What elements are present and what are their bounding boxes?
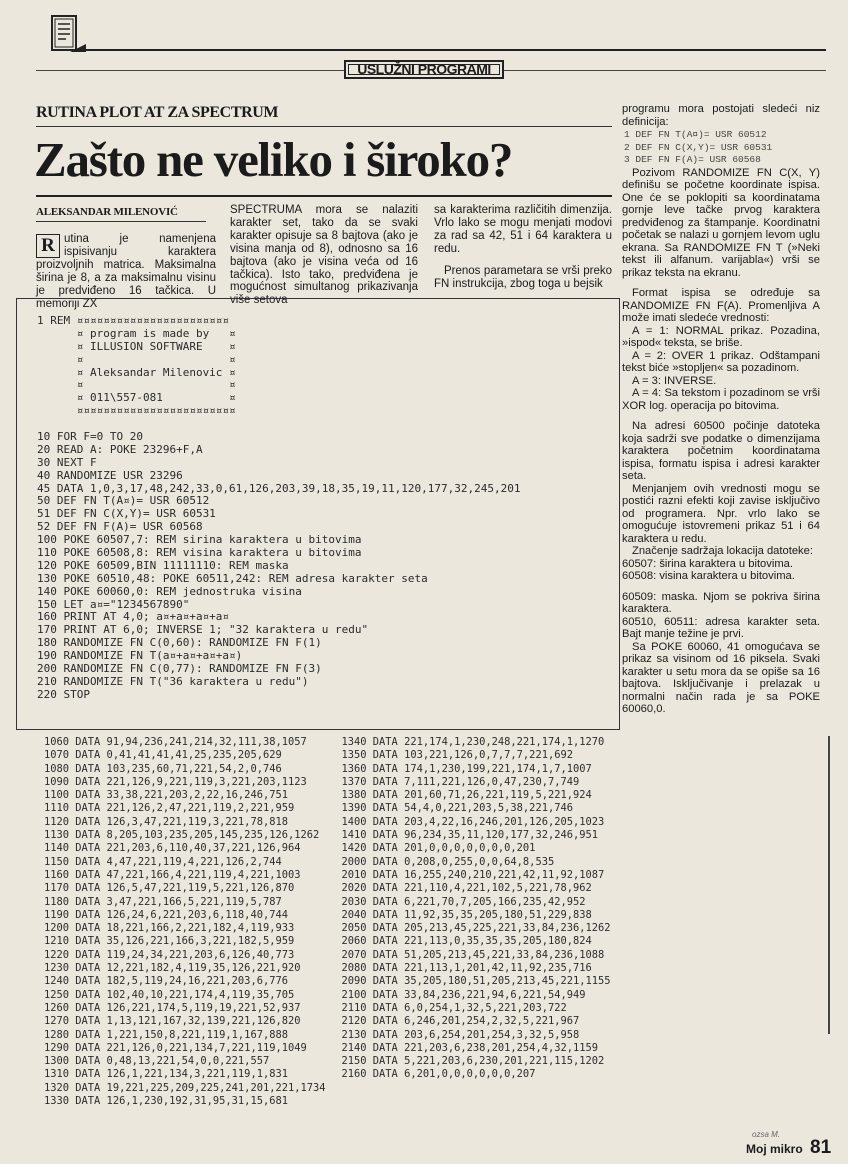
program-line: 1 REM ¤¤¤¤¤¤¤¤¤¤¤¤¤¤¤¤¤¤¤¤¤¤¤ [37,314,230,327]
magazine-logo-icon [46,14,86,60]
program-line: ¤ program is made by ¤ [37,326,236,340]
article-column-2 [230,204,418,307]
location-item: 60508: visina karaktera u bitovima. [622,570,795,582]
program-line: 170 PRINT AT 6,0; INVERSE 1; "32 karaktera u redu" [37,623,369,637]
listing-line: 2010 DATA 16,255,240,210,221,42,11,92,1087 [341,868,605,881]
listing-line: 1100 DATA 33,38,221,203,2,22,16,246,751 [44,789,288,802]
listing-line: 2100 DATA 33,84,236,221,94,6,221,54,949 [341,988,586,1001]
column-4-paragraph: Značenje sadržaja lokacija datoteke: [632,545,813,557]
column-3-paragraph: Prenos parametara se vrši preko FN instrukcija, zbog toga u bejsik [434,264,612,290]
program-line: ¤ Aleksandar Milenovic ¤ [37,365,236,379]
column-1-text: utina je namenjena ispisivanju karaktera proizvoljnih matrica. Maksimalna širina je 8, a za maksimalnu visinu je predviđeno 16 tačkica. U memoriji ZX [36,233,216,310]
listing-line: 1380 DATA 201,60,71,26,221,119,5,221,924 [341,789,592,802]
program-line: 140 POKE 60060,0: REM jednostruka visina [37,584,302,598]
column-4-paragraph: programu mora postojati sledeći niz definicija: [622,103,820,128]
program-line: 10 FOR F=0 TO 20 [37,430,143,444]
illustrator-signature: ozsa M. [752,1130,781,1139]
program-line: 30 NEXT F [37,455,97,469]
program-line: 220 STOP [37,687,90,701]
program-line: 150 LET a¤="1234567890" [37,597,190,611]
fn-definition: 1 DEF FN T(A¤)= USR 60512 [624,129,767,140]
column-4-paragraph: Format ispisa se određuje sa RANDOMIZE FN F(A). Promenljiva A može imati sledeće vrednosti: [622,287,820,324]
program-line: 20 READ A: POKE 23296+F,A [37,442,203,456]
program-line: 110 POKE 60508,8: REM visina karaktera u bitovima [37,546,362,560]
column-4-paragraph: Na adresi 60500 počinje datoteka koja sadrži sve podatke o dimenzijama karaktera početnim koordinatama ispisa, formatu ispisa i adresi karakter seta. [622,420,820,482]
listing-line: 2130 DATA 203,6,254,201,254,3,32,5,958 [341,1028,580,1041]
listing-line: 2150 DATA 5,221,203,6,230,201,221,115,1202 [341,1055,605,1068]
listing-line: 2080 DATA 221,113,1,201,42,11,92,235,716 [341,962,592,975]
listing-line: 1330 DATA 126,1,230,192,31,95,31,15,681 [44,1095,288,1108]
listing-line: 1060 DATA 91,94,236,241,214,32,111,38,1057 [44,736,307,748]
location-item: 60510, 60511: adresa karakter seta. Bajt manje težine je prvi. [622,615,820,640]
listing-line: 1080 DATA 103,235,60,71,221,54,2,0,746 [44,762,282,775]
format-option: A = 1: NORMAL prikaz. Pozadina, »ispod« teksta, se briše. [622,324,820,349]
program-line: ¤¤¤¤¤¤¤¤¤¤¤¤¤¤¤¤¤¤¤¤¤¤¤¤ [37,404,236,418]
program-line: 50 DEF FN T(A¤)= USR 60512 [37,494,210,508]
listing-line: 1230 DATA 12,221,182,4,119,35,126,221,920 [44,962,301,975]
listing-line: 1410 DATA 96,234,35,11,120,177,32,246,951 [341,829,598,842]
column-4-paragraph: Menjanjem ovih vrednosti mogu se postići razni efekti koji zavise isključivo od programera. Npr. vrlo lako se omogućuje istovremeni prikaz 51 i 64 karaktera u redu. [622,482,820,545]
program-line: 190 RANDOMIZE FN T(a¤+a¤+a¤+a¤) [37,649,243,663]
page-number: 81 [810,1137,832,1158]
program-line: 160 PRINT AT 4,0; a¤+a¤+a¤+a¤ [37,610,230,624]
program-line: 45 DATA 1,0,3,17,48,242,33,0,61,126,203,39,18,35,19,11,120,177,32,245,201 [37,481,521,495]
format-option: A = 2: OVER 1 prikaz. Odštampani tekst biće »stopljen« sa pozadinom. [622,349,820,374]
format-option: A = 4: Sa tekstom i pozadinom se vrši XOR log. operacija po bitovima. [622,387,820,412]
listing-line: 2070 DATA 51,205,213,45,221,33,84,236,1088 [341,948,605,961]
listing-line: 2110 DATA 6,0,254,1,32,5,221,203,722 [341,1001,567,1014]
listing-line: 1190 DATA 126,24,6,221,203,6,118,40,744 [44,908,288,921]
program-line: 210 RANDOMIZE FN T("36 karaktera u redu") [37,674,309,688]
listing-line: 1070 DATA 0,41,41,41,41,25,235,205,629 [44,749,282,762]
fn-definition: 3 DEF FN F(A)= USR 60568 [624,154,761,165]
location-item: 60509: maska. Njom se pokriva širina karaktera. [622,590,820,615]
listing-line: 2050 DATA 205,213,45,225,221,33,84,236,1262 [341,922,611,935]
listing-line: 1160 DATA 47,221,166,4,221,119,4,221,1003 [44,868,301,881]
listing-line: 1390 DATA 54,4,0,221,203,5,38,221,746 [341,802,573,815]
listing-line: 1340 DATA 221,174,1,230,248,221,174,1,1270 [341,736,605,748]
listing-line: 1300 DATA 0,48,13,221,54,0,0,221,557 [44,1055,270,1068]
listing-line: 2160 DATA 6,201,0,0,0,0,0,0,207 [341,1068,536,1081]
listing-line: 1110 DATA 221,126,2,47,221,119,2,221,959 [44,802,295,815]
listing-line: 1210 DATA 35,126,221,166,3,221,182,5,959 [44,935,295,948]
listing-line: 1120 DATA 126,3,47,221,119,3,221,78,818 [44,815,288,828]
listing-line: 1180 DATA 3,47,221,166,5,221,119,5,787 [44,895,282,908]
data-column-left [44,736,326,1108]
listing-line: 2040 DATA 11,92,35,35,205,180,51,229,838 [341,908,592,921]
article-column-4 [622,103,820,716]
program-line: 51 DEF FN C(X,Y)= USR 60531 [37,507,216,521]
column-4-paragraph: Sa POKE 60060, 41 omogućava se prikaz sa visinom od 16 piksela. Svaki karakter u setu mora da se opiše sa 16 bajtova. Isključivanje i prelazak u normalni način rada je sa POKE 60060,0. [622,640,820,715]
listing-line: 1350 DATA 103,221,126,0,7,7,7,221,692 [341,749,573,762]
program-line: 40 RANDOMIZE USR 23296 [37,468,183,482]
listing-line: 2140 DATA 221,203,6,238,201,254,4,32,1159 [341,1041,598,1054]
data-listing [16,730,828,1108]
listing-line: 1090 DATA 221,126,9,221,119,3,221,203,1123 [44,775,307,788]
article-column-3 [434,204,612,290]
listing-line: 1250 DATA 102,40,10,221,174,4,119,35,705 [44,988,295,1001]
listing-line: 1140 DATA 221,203,6,110,40,37,221,126,964 [44,842,301,855]
program-line: 130 POKE 60510,48: POKE 60511,242: REM adresa karakter seta [37,571,428,585]
program-line: 180 RANDOMIZE FN C(0,60): RANDOMIZE FN F(1) [37,636,322,650]
section-label: USLUŽNI PROGRAMI [344,60,504,79]
program-line: 200 RANDOMIZE FN C(0,77): RANDOMIZE FN F(3) [37,662,322,676]
program-line: ¤ ¤ [37,378,236,392]
format-option: A = 3: INVERSE. [632,374,717,387]
article-author: ALEKSANDAR MILENOVIĆ [36,206,178,218]
column-4-paragraph: Pozivom RANDOMIZE FN C(X, Y) definišu se početne koordinate ispisa. One će se poklopiti sa koordinatama gornje leve tačke prvog karaktera predviđenog za štampanje. Koordinatni početak se nalazi u gornjem levom uglu ekrana. Sa RANDOMIZE FN T (»Neki tekst ili alfanum. varijabla«) vrši se prikaz teksta na ekranu. [622,166,820,279]
article-headline: Zašto ne veliko i široko? [34,132,513,187]
program-line: ¤ ILLUSION SOFTWARE ¤ [37,339,236,353]
program-line: 52 DEF FN F(A)= USR 60568 [37,520,203,534]
listing-line: 1360 DATA 174,1,230,199,221,174,1,7,1007 [341,762,592,775]
listing-line: 2060 DATA 221,113,0,35,35,35,205,180,824 [341,935,592,948]
program-line: ¤ ¤ [37,352,236,366]
magazine-name: Moj mikro [746,1142,803,1156]
listing-line: 1150 DATA 4,47,221,119,4,221,126,2,744 [44,855,282,868]
article-kicker: RUTINA PLOT AT ZA SPECTRUM [36,104,279,121]
listing-line: 1290 DATA 221,126,0,221,134,7,221,119,1049 [44,1041,307,1054]
listing-line: 1240 DATA 182,5,119,24,16,221,203,6,776 [44,975,288,988]
listing-line: 1170 DATA 126,5,47,221,119,5,221,126,870 [44,882,295,895]
listing-line: 2030 DATA 6,221,70,7,205,166,235,42,952 [341,895,586,908]
fn-definition: 2 DEF FN C(X,Y)= USR 60531 [624,141,773,153]
header-rule [86,49,826,51]
listing-line: 1260 DATA 126,221,174,5,119,19,221,52,937 [44,1001,301,1014]
program-line: 120 POKE 60509,BIN 11111110: REM maska [37,558,289,572]
listing-line: 2020 DATA 221,110,4,221,102,5,221,78,962 [341,882,592,895]
headline-rule [36,195,612,197]
listing-line: 1310 DATA 126,1,221,134,3,221,119,1,831 [44,1068,288,1081]
basic-program-listing [16,298,620,730]
column-2-text: SPECTRUMA mora se nalaziti karakter set, tako da se svaki karakter opisuje sa 8 bajtova (ako je visina manja od 8), odnosno sa 16 bajtova (ako je visina veća od 16 tačkica). Isto tako, predviđena je mogućnost simultanog prikazivanja više setova [230,204,418,307]
listing-line: 1130 DATA 8,205,103,235,205,145,235,126,1262 [44,829,320,842]
listing-line: 1280 DATA 1,221,150,8,221,119,1,167,888 [44,1028,288,1041]
listing-line: 2120 DATA 6,246,201,254,2,32,5,221,967 [341,1015,580,1028]
listing-line: 1320 DATA 19,221,225,209,225,241,201,221,1734 [44,1081,326,1094]
kicker-rule [36,126,612,127]
program-line: ¤ 011\557-081 ¤ [37,391,236,405]
location-item: 60507: širina karaktera u bitovima. [622,557,794,570]
listing-line: 1200 DATA 18,221,166,2,221,182,4,119,933 [44,922,295,935]
author-rule [36,221,206,222]
listing-line: 1400 DATA 203,4,22,16,246,201,126,205,1023 [341,815,605,828]
drop-cap: R [36,234,60,258]
column-3-paragraph: sa karakterima različitih dimenzija. Vrlo lako se mogu menjati modovi za rad sa 42, 51 i 64 karaktera u redu. [434,204,612,255]
listing-line: 1420 DATA 201,0,0,0,0,0,0,0,201 [341,842,536,855]
listing-line: 1270 DATA 1,13,121,167,32,139,221,126,820 [44,1015,301,1028]
listing-line: 1370 DATA 7,111,221,126,0,47,230,7,749 [341,775,580,788]
listing-line: 2000 DATA 0,208,0,255,0,0,64,8,535 [341,855,555,868]
listing-line: 1220 DATA 119,24,34,221,203,6,126,40,773 [44,948,295,961]
data-column-right [341,736,611,1081]
listing-line: 2090 DATA 35,205,180,51,205,213,45,221,1155 [341,975,611,988]
program-line: 100 POKE 60507,7: REM sirina karaktera u bitovima [37,533,362,547]
